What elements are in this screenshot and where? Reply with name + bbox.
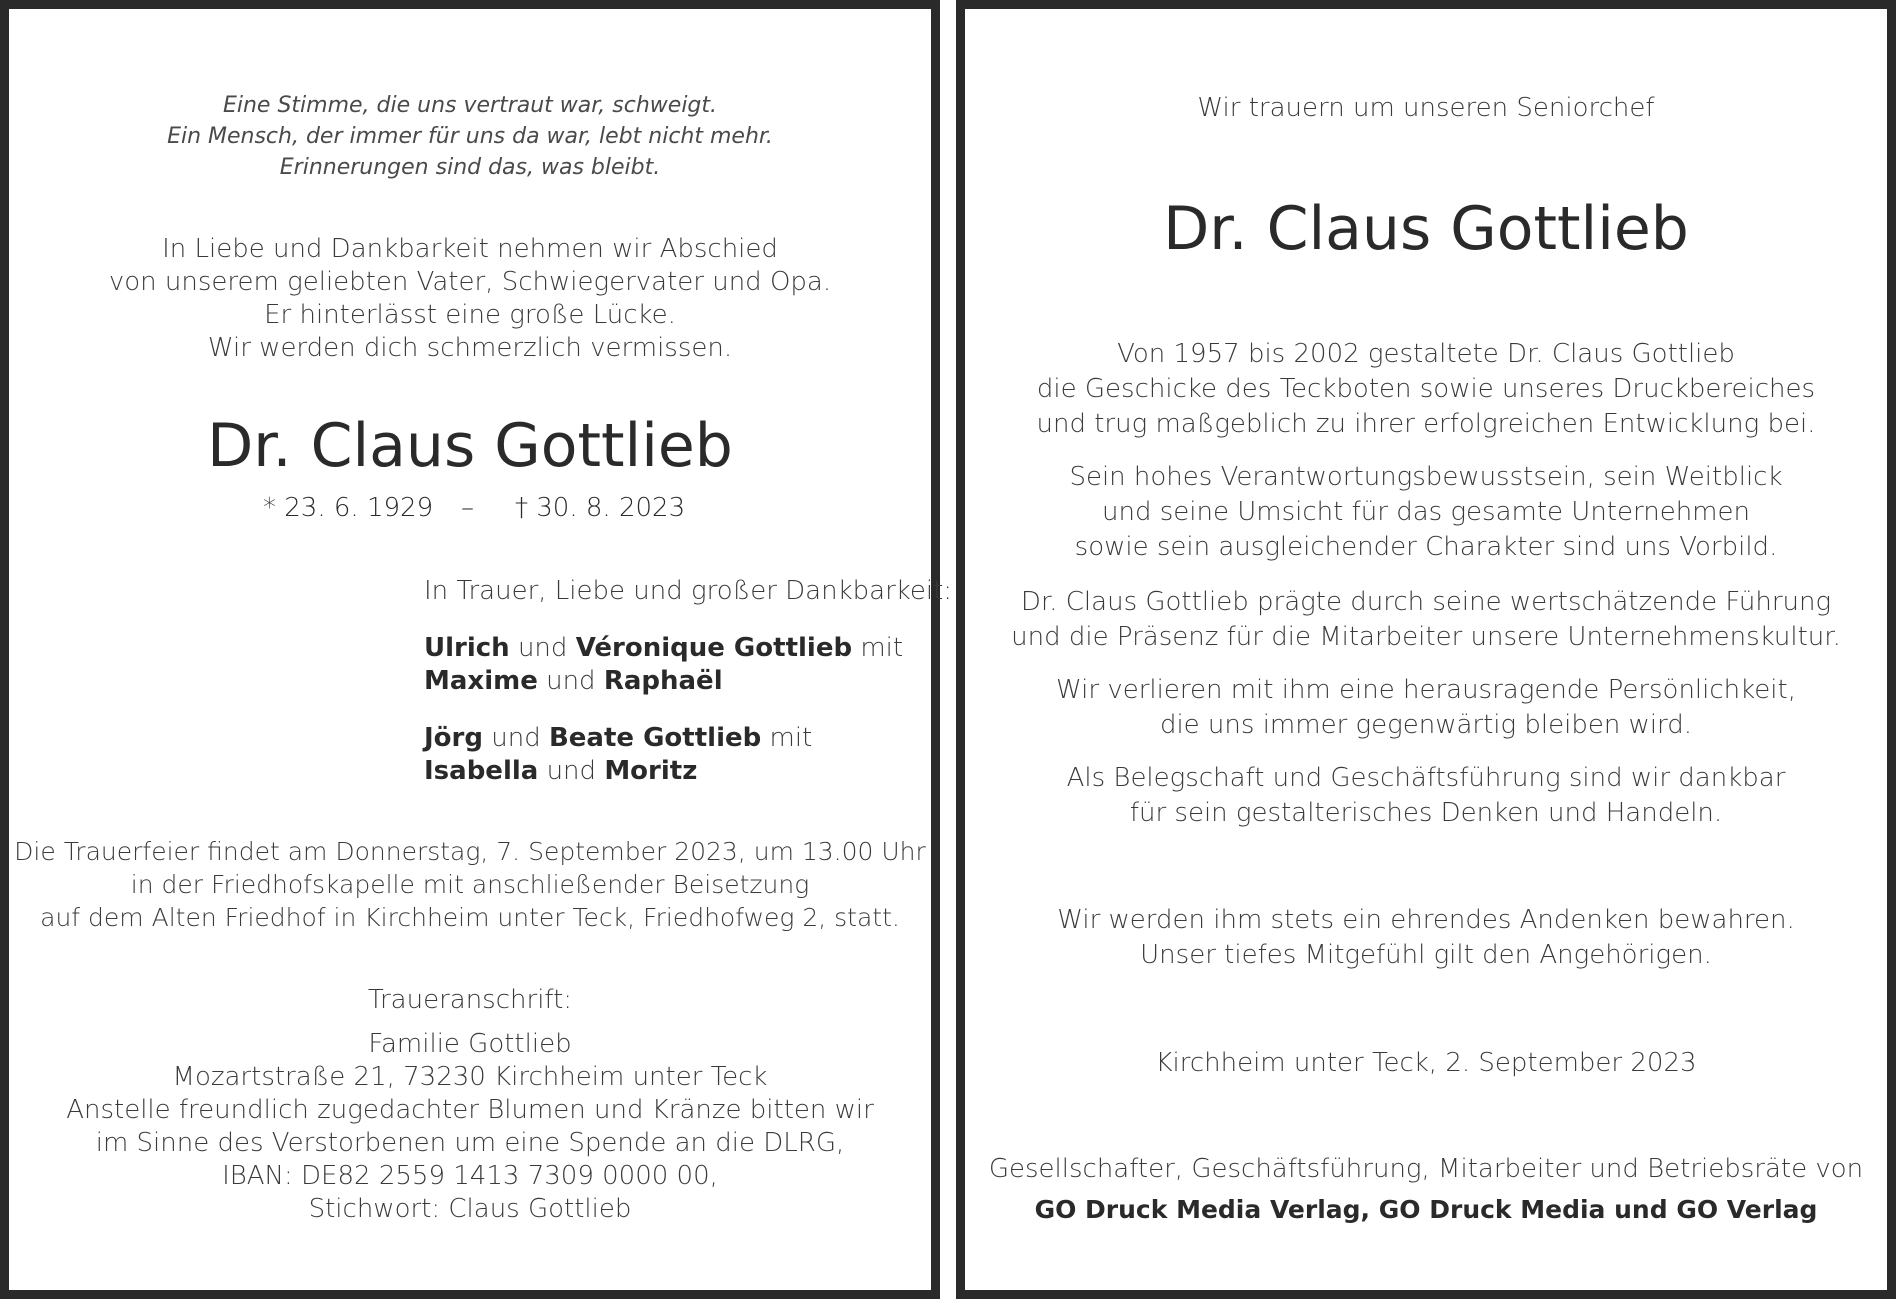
funeral-line: in der Friedhofskapelle mit anschließender Beisetzung <box>130 870 810 899</box>
tribute-paragraph <box>965 585 1887 655</box>
signers: Gesellschafter, Geschäftsführung, Mitarbeiter und Betriebsräte von <box>988 1154 1864 1184</box>
tribute-line: Von 1957 bis 2002 gestaltete Dr. Claus Gottlieb <box>1117 339 1735 369</box>
family-member: Maxime <box>424 666 538 696</box>
birth-date: * 23. 6. 1929 <box>263 493 434 523</box>
tribute-line: Als Belegschaft und Geschäftsführung sind wir dankbar <box>1066 763 1786 793</box>
address-line: IBAN: DE82 2559 1413 7309 0000 00, <box>222 1161 718 1191</box>
funeral-line: auf dem Alten Friedhof in Kirchheim unter Teck, Friedhofweg 2, statt. <box>40 903 900 932</box>
farewell-line: In Liebe und Dankbarkeit nehmen wir Abschied <box>162 234 778 264</box>
farewell-text <box>9 233 931 365</box>
memory-statement <box>965 903 1887 973</box>
address-line: Familie Gottlieb <box>368 1029 572 1059</box>
family-member: Isabella <box>424 756 539 786</box>
company-obituary-notice <box>956 0 1896 1299</box>
death-date: † 30. 8. 2023 <box>515 493 686 523</box>
mourners-intro: In Trauer, Liebe und großer Dankbarkeit: <box>424 576 953 606</box>
farewell-line: Er hinterlässt eine große Lücke. <box>264 300 676 330</box>
verse-line: Erinnerungen sind das, was bleibt. <box>279 155 661 180</box>
address-line: Anstelle freundlich zugedachter Blumen und Kränze bitten wir <box>66 1095 874 1125</box>
verse-line: Eine Stimme, die uns vertraut war, schweigt. <box>222 93 718 118</box>
memorial-verse <box>9 90 931 183</box>
farewell-line: Wir werden dich schmerzlich vermissen. <box>207 333 733 363</box>
tribute-line: und seine Umsicht für das gesamte Unternehmen <box>1102 497 1750 527</box>
mourners <box>424 575 953 788</box>
company-intro: Wir trauern um unseren Seniorchef <box>1197 93 1655 123</box>
tribute-line: und die Präsenz für die Mitarbeiter unsere Unternehmenskultur. <box>1011 622 1841 652</box>
deceased-name: Dr. Claus Gottlieb <box>207 411 733 481</box>
conjunction: und <box>491 723 541 753</box>
mourning-address <box>9 1028 931 1226</box>
farewell-line: von unserem geliebten Vater, Schwiegervater und Opa. <box>108 267 832 297</box>
conjunction: und <box>517 633 568 663</box>
tribute-line: Wir verlieren mit ihm eine herausragende Persönlichkeit, <box>1056 675 1796 705</box>
date-separator: – <box>461 493 474 523</box>
family-line <box>424 755 911 788</box>
address-line: im Sinne des Verstorbenen um eine Spende an die DLRG, <box>95 1128 845 1158</box>
conjunction: und <box>546 756 597 786</box>
tribute-paragraph <box>965 673 1887 743</box>
tribute-line: die Geschicke des Teckboten sowie unseres Druckbereiches <box>1036 374 1816 404</box>
tribute-line: und trug maßgeblich zu ihrer erfolgreichen Entwicklung bei. <box>1036 409 1816 439</box>
place-and-date: Kirchheim unter Teck, 2. September 2023 <box>1155 1048 1697 1078</box>
address-line: Stichwort: Claus Gottlieb <box>308 1194 632 1224</box>
family-line <box>424 632 911 665</box>
memory-line: Unser tiefes Mitgefühl gilt den Angehörigen. <box>1140 940 1712 970</box>
life-dates <box>9 493 931 527</box>
company-names: GO Druck Media Verlag, GO Druck Media und GO Verlag <box>1034 1195 1818 1224</box>
family-member: Beate Gottlieb <box>548 723 762 753</box>
tribute-paragraph <box>965 761 1887 831</box>
tribute-line: Sein hohes Verantwortungsbewusstsein, sein Weitblick <box>1069 462 1783 492</box>
family-member: Raphaël <box>603 666 723 696</box>
family-member: Moritz <box>604 756 698 786</box>
tribute-line: für sein gestalterisches Denken und Handeln. <box>1129 798 1723 828</box>
tribute-line: die uns immer gegenwärtig bleiben wird. <box>1159 710 1693 740</box>
family-member: Ulrich <box>424 633 510 663</box>
family-line <box>424 722 911 755</box>
tribute-paragraph <box>965 460 1887 565</box>
tribute-line: sowie sein ausgleichender Charakter sind uns Vorbild. <box>1074 532 1778 562</box>
memory-line: Wir werden ihm stets ein ehrendes Andenken bewahren. <box>1057 905 1795 935</box>
family-line <box>424 665 911 698</box>
conjunction: mit <box>769 723 813 753</box>
conjunction: und <box>546 666 596 696</box>
tribute-paragraph <box>965 337 1887 442</box>
conjunction: mit <box>860 633 904 663</box>
verse-line: Ein Mensch, der immer für uns da war, lebt nicht mehr. <box>167 124 773 149</box>
funeral-line: Die Trauerfeier findet am Donnerstag, 7. September 2023, um 13.00 Uhr <box>14 837 926 866</box>
family-member: Véronique Gottlieb <box>575 633 853 663</box>
funeral-details <box>9 835 931 934</box>
address-line: Mozartstraße 21, 73230 Kirchheim unter Teck <box>172 1062 768 1092</box>
deceased-name: Dr. Claus Gottlieb <box>1163 194 1689 264</box>
tribute-line: Dr. Claus Gottlieb prägte durch seine wertschätzende Führung <box>1020 587 1832 617</box>
family-member: Jörg <box>424 723 483 753</box>
address-label: Traueranschrift: <box>367 985 573 1015</box>
